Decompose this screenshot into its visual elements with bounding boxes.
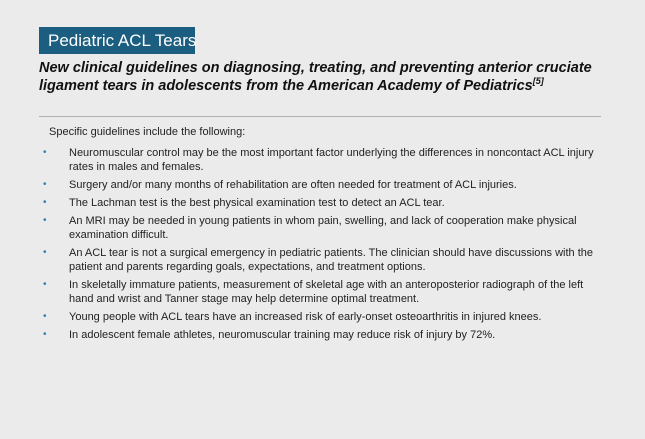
- guideline-text: An MRI may be needed in young patients in whom pain, swelling, and lack of cooperation make physical examination difficult.: [69, 215, 577, 241]
- guideline-text: The Lachman test is the best physical examination test to detect an ACL tear.: [69, 197, 445, 209]
- bullet-icon: •: [43, 247, 47, 258]
- bullet-icon: •: [43, 215, 47, 226]
- guideline-item: [42, 214, 602, 242]
- guideline-text: An ACL tear is not a surgical emergency in pediatric patients. The clinician should have discussions with the patient and parents regarding goals, expectations, and treatment options.: [69, 247, 594, 273]
- guideline-text: In skeletally immature patients, measurement of skeletal age with an anteroposterior radiograph of the left hand and wrist and Tanner stage may help determine optimal treatment.: [69, 279, 584, 305]
- headline-text: New clinical guidelines on diagnosing, treating, and preventing anterior cruciate ligament tears in adolescents from the American Academy of Pediatrics: [39, 60, 592, 94]
- guideline-text: In adolescent female athletes, neuromuscular training may reduce risk of injury by 72%.: [69, 329, 496, 341]
- bullet-icon: •: [43, 147, 47, 158]
- guideline-item: [42, 246, 602, 274]
- headline: [39, 59, 599, 95]
- bullet-icon: •: [43, 197, 47, 208]
- bullet-icon: •: [43, 329, 47, 340]
- bullet-icon: •: [43, 179, 47, 190]
- divider: [39, 116, 601, 117]
- citation-ref: [5]: [532, 76, 544, 86]
- guidelines-list: [42, 146, 602, 346]
- guideline-text: Young people with ACL tears have an increased risk of early-onset osteoarthritis in injured knees.: [69, 311, 542, 323]
- guideline-item: [42, 310, 602, 324]
- guideline-item: [42, 178, 602, 192]
- guideline-text: Neuromuscular control may be the most important factor underlying the differences in noncontact ACL injury rates in males and females.: [69, 147, 594, 173]
- bullet-icon: •: [43, 311, 47, 322]
- guideline-item: [42, 196, 602, 210]
- guideline-item: [42, 278, 602, 306]
- bullet-icon: •: [43, 279, 47, 290]
- guideline-item: [42, 328, 602, 342]
- guideline-text: Surgery and/or many months of rehabilitation are often needed for treatment of ACL injuries.: [69, 179, 517, 191]
- slide-tag: Pediatric ACL Tears: [39, 27, 195, 54]
- guideline-item: [42, 146, 602, 174]
- intro-text: Specific guidelines include the following:: [49, 126, 246, 138]
